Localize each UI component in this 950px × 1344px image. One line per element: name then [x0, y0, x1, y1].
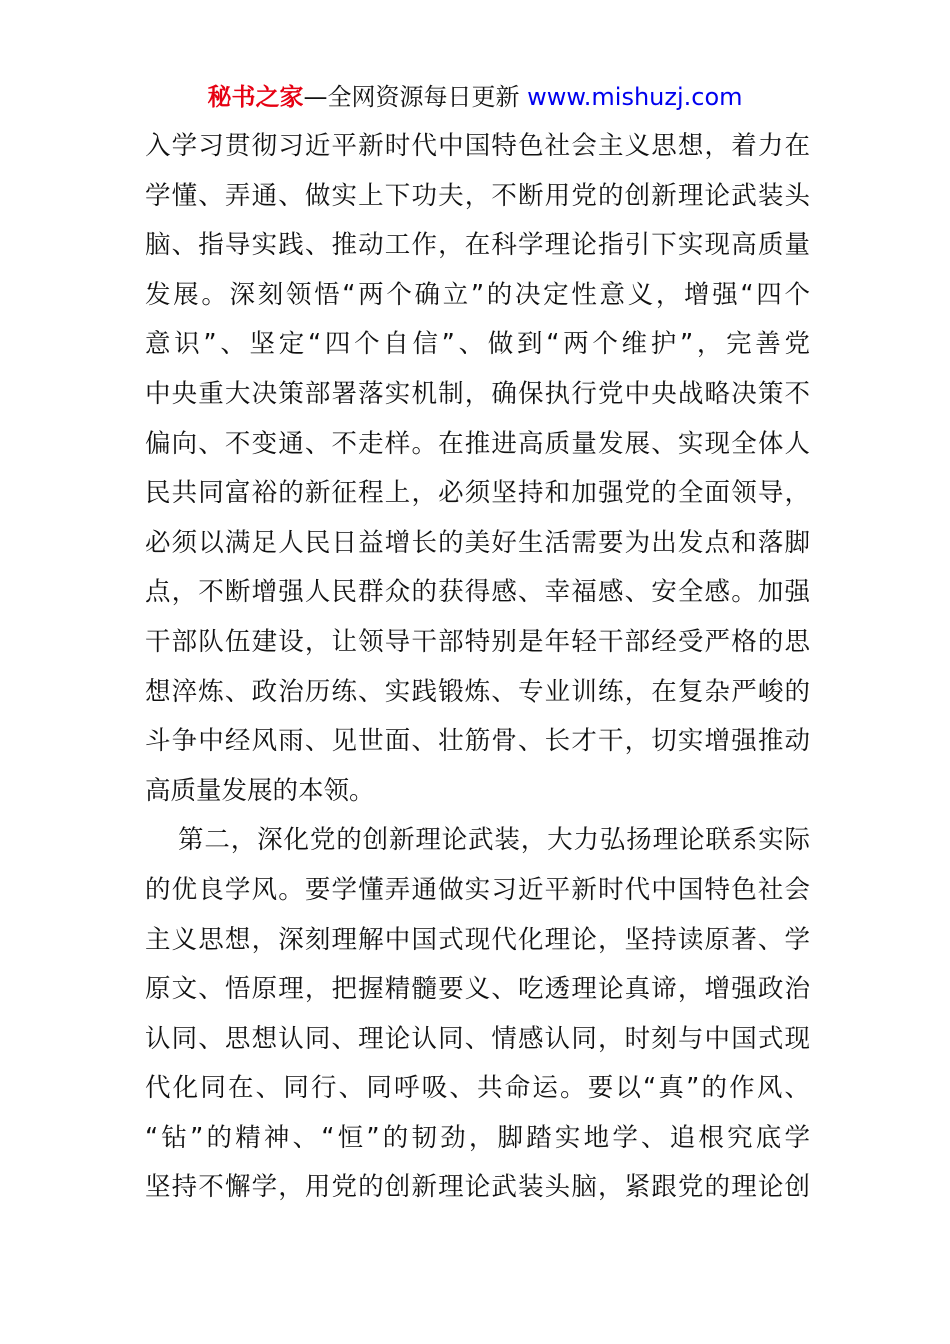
- text-line: 中央重大决策部署落实机制，确保执行党中央战略决策不: [145, 378, 810, 409]
- text-line: 入学习贯彻习近平新时代中国特色社会主义思想，着力在: [145, 131, 810, 161]
- body-text: [145, 122, 810, 1213]
- text-line: 学懂、弄通、做实上下功夫，不断用党的创新理论武装头: [145, 180, 810, 211]
- page-header: [0, 80, 950, 114]
- header-tagline: —全网资源每日更新: [303, 83, 520, 111]
- text-line: 必须以满足人民日益增长的美好生活需要为出发点和落脚: [145, 527, 810, 558]
- text-line: 认同、思想认同、理论认同、情感认同，时刻与中国式现: [145, 1023, 810, 1054]
- header-site-link[interactable]: www.mishuzj.com: [527, 83, 743, 111]
- text-line: 干部队伍建设，让领导干部特别是年轻干部经受严格的思: [145, 626, 810, 657]
- paragraph-end-line: 高质量发展的本领。: [145, 775, 375, 806]
- text-line: 脑、指导实践、推动工作，在科学理论指引下实现高质量: [145, 230, 810, 261]
- text-line: 意识”、坚定“四个自信”、做到“两个维护”，完善党: [145, 329, 810, 360]
- text-line: 偏向、不变通、不走样。在推进高质量发展、实现全体人: [145, 428, 810, 459]
- header-brand: 秘书之家: [207, 83, 304, 111]
- text-line: 想淬炼、政治历练、实践锻炼、专业训练，在复杂严峻的: [145, 676, 810, 707]
- text-line: “钻”的精神、“恒”的韧劲，脚踏实地学、追根究底学: [145, 1122, 810, 1153]
- text-line: 坚持不懈学，用党的创新理论武装头脑，紧跟党的理论创: [145, 1172, 810, 1203]
- text-line: 的优良学风。要学懂弄通做实习近平新时代中国特色社会: [145, 874, 810, 905]
- text-line: 点，不断增强人民群众的获得感、幸福感、安全感。加强: [145, 577, 810, 608]
- text-line: 民共同富裕的新征程上，必须坚持和加强党的全面领导，: [145, 478, 810, 509]
- text-line: 代化同在、同行、同呼吸、共命运。要以“真”的作风、: [145, 1073, 810, 1104]
- text-line: 原文、悟原理，把握精髓要义、吃透理论真谛，增强政治: [145, 974, 810, 1005]
- paragraph-start-line: 第二，深化党的创新理论武装，大力弘扬理论联系实际: [178, 825, 810, 856]
- text-line: 主义思想，深刻理解中国式现代化理论，坚持读原著、学: [145, 924, 810, 955]
- text-line: 斗争中经风雨、见世面、壮筋骨、长才干，切实增强推动: [145, 726, 810, 757]
- text-line: 发展。深刻领悟“两个确立”的决定性意义，增强“四个: [145, 279, 810, 310]
